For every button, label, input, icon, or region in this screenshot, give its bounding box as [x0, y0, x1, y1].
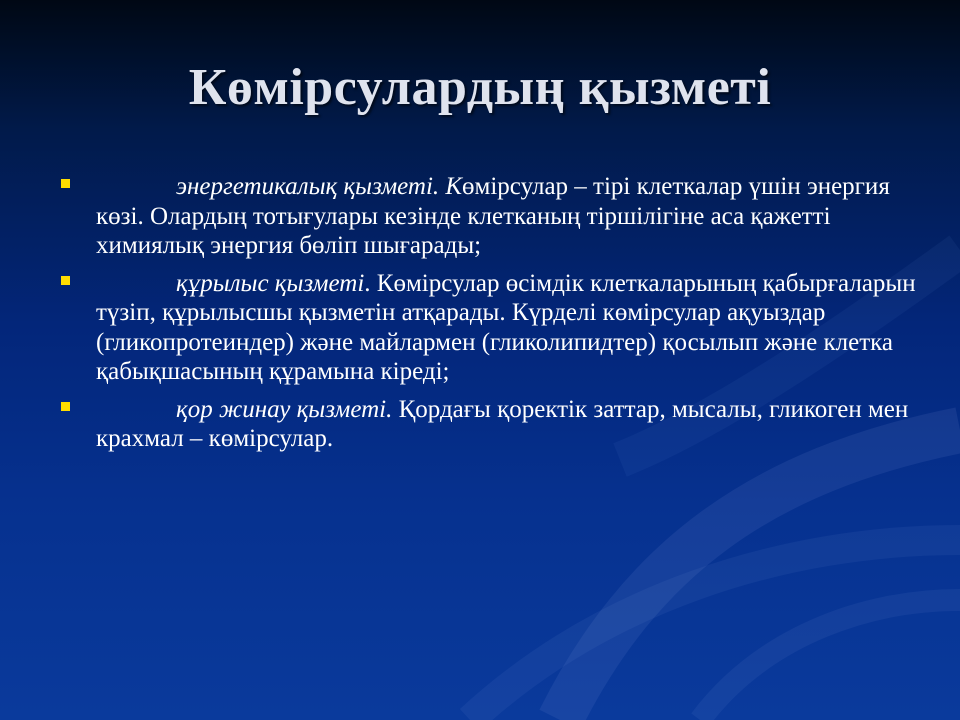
slide-title: Көмірсулардың қызметі	[188, 59, 772, 116]
bullet-square-icon	[61, 276, 70, 285]
bullet-text: . Көмірсулар өсімдік клеткаларының қабырғаларын түзіп, құрылысшы қызметін атқарады. Күрделі көмірсулар ақуыздар (гликопротеиндер) және майлармен (гликолипидтер) қосылып және клетка қабықшасының құрамына кіреді;	[96, 269, 916, 385]
bullet-term: қор жинау қызметі.	[176, 395, 393, 423]
bullet-text: Қордағы қоректік заттар, мысалы, гликоген мен крахмал – көмірсулар.	[96, 395, 909, 452]
bullet-structural-function	[56, 269, 916, 387]
bullet-square-icon	[61, 402, 70, 411]
bullet-list	[56, 172, 916, 462]
bullet-square-icon	[61, 179, 70, 188]
bullet-text: өмірсулар – тірі клеткалар үшін энергия көзі. Олардың тотығулары кезінде клетканың тіршілігіне аса қажетті химиялық энергия бөліп шығарады;	[96, 173, 890, 259]
bullet-energy-function	[56, 172, 916, 261]
bullet-storage-function	[56, 395, 916, 454]
bullet-term: құрылыс қызметі	[176, 269, 365, 297]
bullet-term: энергетикалық қызметі. К	[176, 173, 463, 200]
